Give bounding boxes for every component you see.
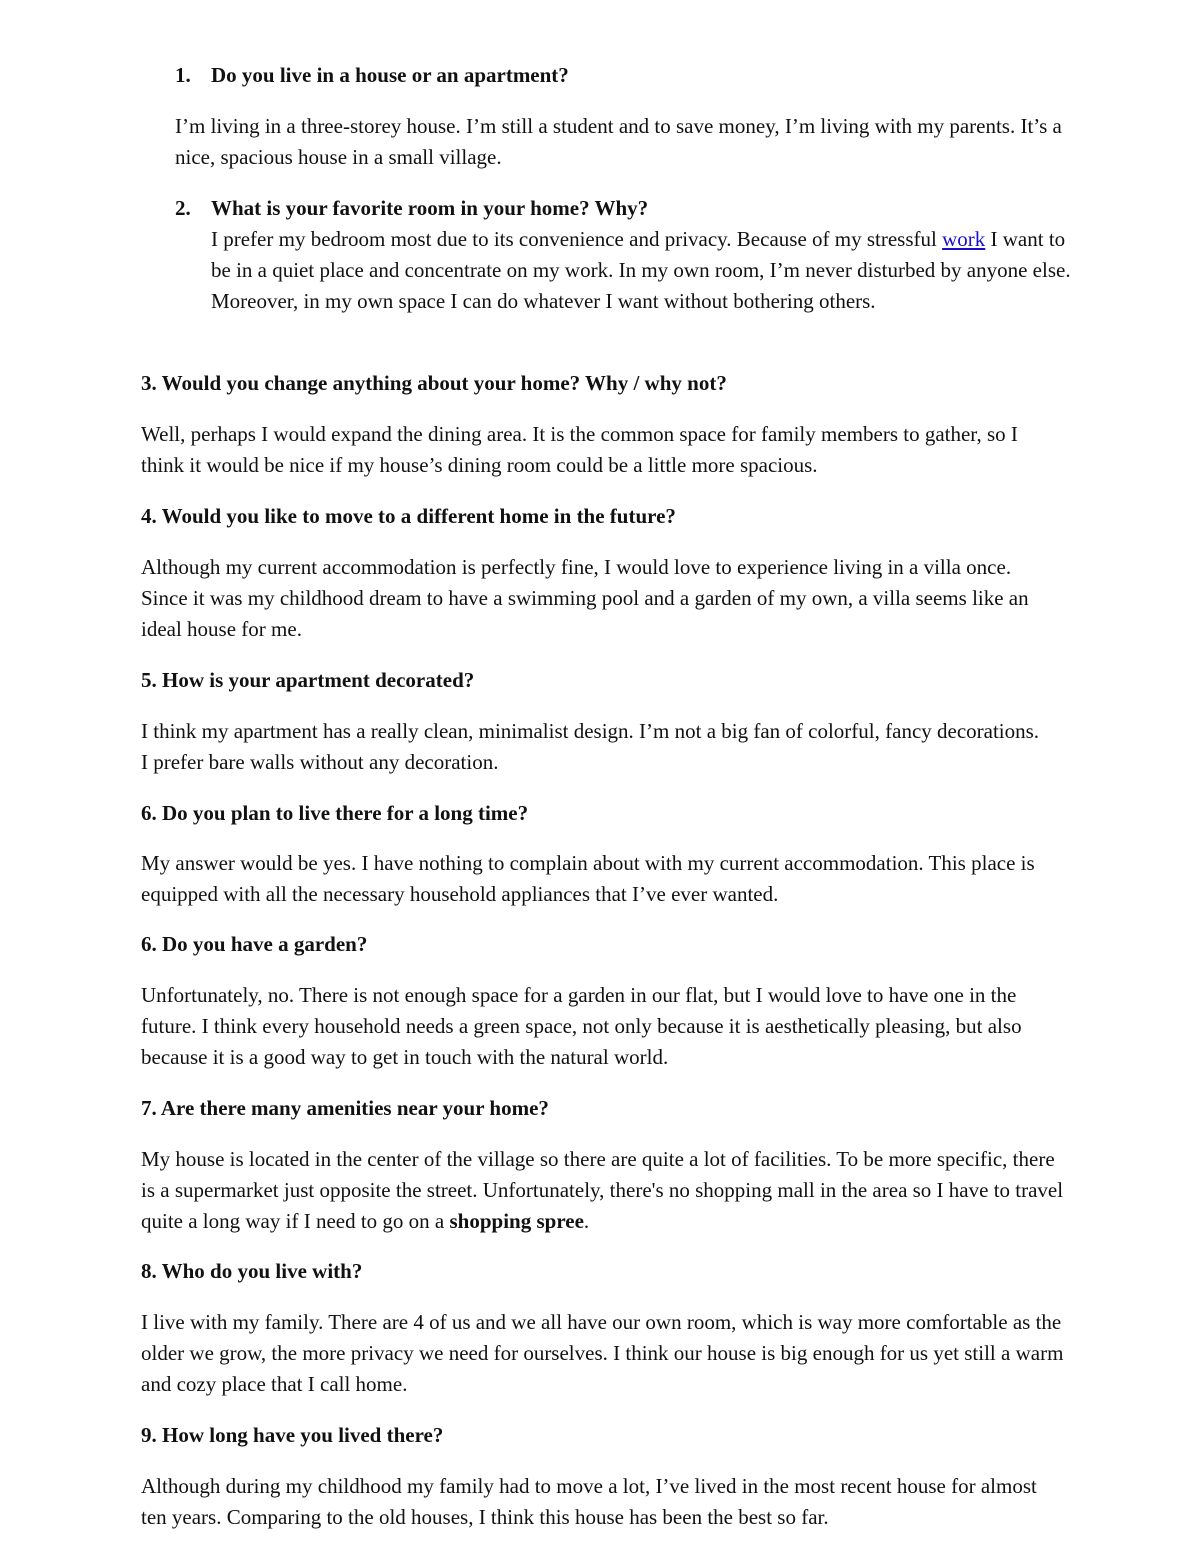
question-8: 8. Who do you live with? bbox=[141, 1259, 363, 1283]
question-9: 9. How long have you lived there? bbox=[141, 1423, 444, 1447]
question-1-number: 1. bbox=[175, 63, 191, 87]
answer-2 bbox=[211, 224, 1071, 317]
answer-2-text-end: I want to be in a quiet place and concentrate on my work. In my own room, I’m never disturbed by anyone else. Moreover, in my own space I can do whatever I want without bothering others. bbox=[211, 227, 1071, 313]
question-2-text: What is your favorite room in your home? Why? bbox=[211, 196, 649, 220]
question-2 bbox=[175, 193, 648, 224]
question-6: 6. Do you plan to live there for a long time? bbox=[141, 801, 529, 825]
answer-9: Although during my childhood my family had to move a lot, I’ve lived in the most recent house for almost ten years. Comparing to the old houses, I think this house has been the best so far. bbox=[141, 1474, 1037, 1529]
answer-5: I think my apartment has a really clean, minimalist design. I’m not a big fan of colorful, fancy decorations. I prefer bare walls without any decoration. bbox=[141, 719, 1040, 774]
question-5: 5. How is your apartment decorated? bbox=[141, 668, 475, 692]
answer-7 bbox=[141, 1144, 1066, 1237]
question-3: 3. Would you change anything about your home? Why / why not? bbox=[141, 371, 727, 395]
answer-1: I’m living in a three-storey house. I’m still a student and to save money, I’m living with my parents. It’s a nice, spacious house in a small village. bbox=[175, 114, 1062, 169]
work-link[interactable]: work bbox=[942, 227, 986, 251]
answer-6-garden: Unfortunately, no. There is not enough space for a garden in our flat, but I would love to have one in the future. I think every household needs a green space, not only because it is aesthetically pleasing, but also because it is a good way to get in touch with the natural world. bbox=[141, 983, 1022, 1069]
answer-7-text: My house is located in the center of the village so there are quite a lot of facilities. To be more specific, there is a supermarket just opposite the street. Unfortunately, there's no shopping mall in the area so I have to travel quite a long way if I need to go on a bbox=[141, 1147, 1064, 1233]
answer-4: Although my current accommodation is perfectly fine, I would love to experience living in a villa once. Since it was my childhood dream to have a swimming pool and a garden of my own, a villa seems like an ideal house for me. bbox=[141, 555, 1029, 641]
answer-7-end: . bbox=[583, 1209, 590, 1233]
answer-6: My answer would be yes. I have nothing to complain about with my current accommodation. This place is equipped with all the necessary household appliances that I’ve ever wanted. bbox=[141, 851, 1035, 906]
question-4: 4. Would you like to move to a different home in the future? bbox=[141, 504, 676, 528]
question-1-text: Do you live in a house or an apartment? bbox=[211, 63, 569, 87]
question-2-number: 2. bbox=[175, 196, 191, 220]
question-1 bbox=[175, 60, 569, 91]
answer-3: Well, perhaps I would expand the dining area. It is the common space for family members to gather, so I think it would be nice if my house’s dining room could be a little more spacious. bbox=[141, 422, 1018, 477]
question-7: 7. Are there many amenities near your home? bbox=[141, 1096, 549, 1120]
question-6-garden: 6. Do you have a garden? bbox=[141, 932, 368, 956]
shopping-spree-term: shopping spree bbox=[449, 1209, 584, 1233]
answer-8: I live with my family. There are 4 of us and we all have our own room, which is way more comfortable as the older we grow, the more privacy we need for ourselves. I think our house is big enough for us yet still a warm and cozy place that I call home. bbox=[141, 1310, 1064, 1396]
answer-2-text-start: I prefer my bedroom most due to its convenience and privacy. Because of my stressful bbox=[211, 227, 943, 251]
